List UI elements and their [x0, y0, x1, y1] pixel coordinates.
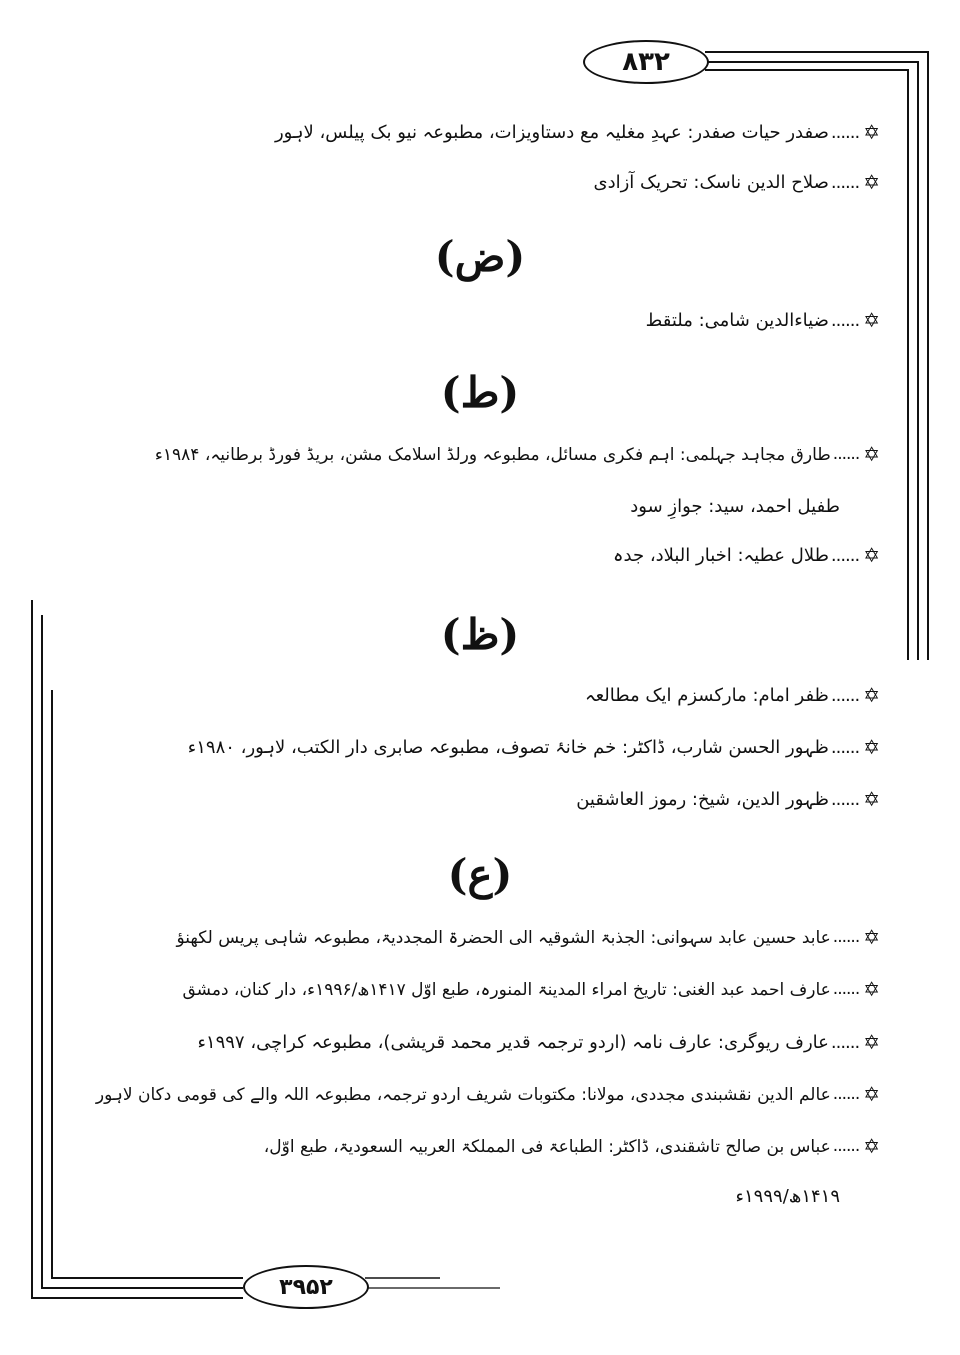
star-icon: ✡: [863, 442, 880, 466]
leader-dots: ......: [830, 309, 860, 331]
section-heading: (ض): [434, 232, 526, 281]
star-icon: ✡: [863, 925, 880, 949]
star-icon: ✡: [863, 787, 880, 811]
star-icon: ✡: [863, 543, 880, 567]
entry-text: عارف احمد عبد الغنی: تاریخ امراء المدینۃ المنورہ، طبع اوّل ۱۴۱۷ھ/۱۹۹۶ء، دار کنان، دمشق: [182, 979, 831, 1000]
leader-dots: ......: [830, 1031, 860, 1053]
leader-dots: ......: [830, 171, 860, 193]
entry-text: ظہور الحسن شارب، ڈاکٹر: خم خانۂ تصوف، مطبوعہ صابری دار الکتب، لاہور، ۱۹۸۰ء: [187, 736, 829, 758]
section-heading: (ظ): [440, 610, 520, 659]
star-icon: ✡: [863, 1030, 880, 1054]
bibliography-entry: [197, 1030, 880, 1054]
entry-text: عباس بن صالح تاشقندی، ڈاکٹر: الطباعۃ فی المملکۃ العربیہ السعودیۃ، طبع اوّل،: [263, 1136, 831, 1157]
entry-text: صفدر حیات صفدر: عہدِ مغلیہ مع دستاویزات، مطبوعہ نیو بک پیلس، لاہور: [274, 121, 829, 143]
star-icon: ✡: [863, 1082, 880, 1106]
star-icon: ✡: [863, 977, 880, 1001]
star-icon: ✡: [863, 170, 880, 194]
bibliography-entry: [188, 735, 880, 759]
star-icon: ✡: [863, 120, 880, 144]
leader-dots: ......: [832, 927, 860, 947]
page-number-bottom: ۳۹۵۲: [243, 1265, 369, 1309]
entry-text: طلال عطیہ: اخبار البلاد، جدہ: [612, 544, 829, 566]
bibliography-entry: [176, 925, 880, 949]
entry-text: ظہور الدین، شیخ: رموز العاشقین: [576, 788, 829, 810]
bibliography-entry: [613, 543, 880, 567]
star-icon: ✡: [863, 308, 880, 332]
entry-text: ضیاءالدین شامی: ملتقط: [645, 309, 829, 331]
entry-text: صلاح الدین ناسک: تحریک آزادی: [593, 171, 829, 193]
section-heading: (ط): [440, 368, 520, 417]
entry-continuation: طفیل احمد، سید: جوازِ سود: [630, 496, 840, 517]
entry-text: ظفر امام: مارکسزم ایک مطالعہ: [585, 684, 829, 706]
leader-dots: ......: [830, 544, 860, 566]
bibliography-entry: [264, 1134, 880, 1158]
bibliography-entry: [585, 683, 880, 707]
entry-text: عارف ریوگری: عارف نامہ (اردو ترجمہ قدیر محمد قریشی)، مطبوعہ کراچی، ۱۹۹۷ء: [197, 1031, 829, 1053]
star-icon: ✡: [863, 683, 880, 707]
entry-text: طارق مجاہد جہلمی: اہم فکری مسائل، مطبوعہ ورلڈ اسلامک مشن، بریڈ فورڈ برطانیہ، ۱۹۸۴ء: [154, 444, 831, 465]
section-heading: (ع): [447, 850, 513, 899]
page-number-top: ۸۳۲: [583, 40, 709, 84]
leader-dots: ......: [832, 979, 860, 999]
bibliography-entry: [646, 308, 880, 332]
entry-text: عالم الدین نقشبندی مجددی، مولانا: مکتوبات شریف اردو ترجمہ، مطبوعہ اللہ والے کی قومی دکان لاہور: [95, 1084, 831, 1105]
leader-dots: ......: [832, 1136, 860, 1156]
bibliography-entry: [96, 1082, 880, 1106]
leader-dots: ......: [832, 1084, 860, 1104]
bibliography-entry: [275, 120, 880, 144]
bibliography-entry: [593, 170, 880, 194]
bibliography-entry: [155, 442, 880, 466]
star-icon: ✡: [863, 735, 880, 759]
leader-dots: ......: [830, 121, 860, 143]
bibliography-entry: [183, 977, 881, 1001]
leader-dots: ......: [830, 736, 860, 758]
star-icon: ✡: [863, 1134, 880, 1158]
entry-continuation: ۱۴۱۹ھ/۱۹۹۹ء: [735, 1186, 840, 1207]
leader-dots: ......: [830, 788, 860, 810]
leader-dots: ......: [832, 444, 860, 464]
entry-text: عابد حسین عابد سہوانی: الجذبۃ الشوقیہ الی الحضرۃ المجددیۃ، مطبوعہ شاہی پریس لکھنؤ: [176, 927, 831, 948]
leader-dots: ......: [830, 684, 860, 706]
bibliography-entry: [576, 787, 880, 811]
